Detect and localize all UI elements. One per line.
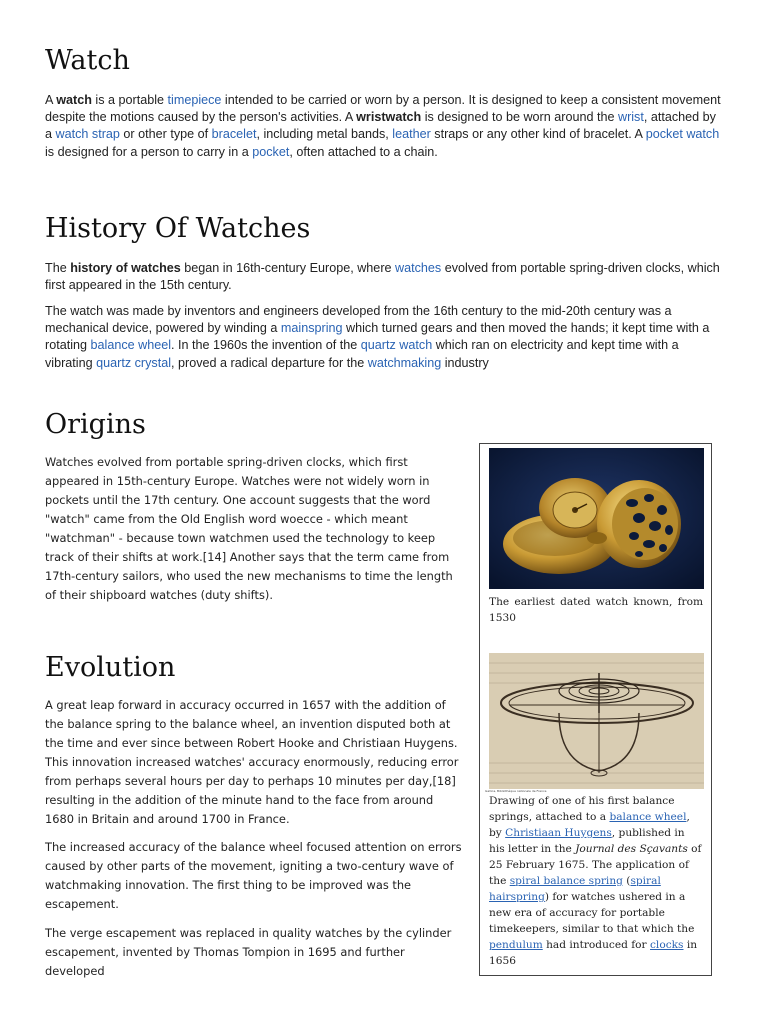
section-heading-evolution: Evolution	[45, 652, 176, 683]
link-watches[interactable]: watches	[395, 261, 442, 275]
figure-sidebar	[479, 443, 712, 976]
history-paragraph-1: The history of watches began in 16th-century Europe, where watches evolved from portable spring-driven clocks, which first appeared in the 15th century.	[45, 261, 720, 293]
caption-link-clocks[interactable]: clocks	[650, 939, 684, 951]
figure-1-caption: The earliest dated watch known, from 1530	[489, 596, 703, 624]
caption-link-spiral-hairspring[interactable]: spiral hairspring	[489, 875, 661, 903]
link-timepiece[interactable]: timepiece	[167, 93, 222, 107]
link-leather[interactable]: leather	[392, 127, 431, 142]
evolution-paragraph-2: The increased accuracy of the balance wheel focused attention on errors caused by other parts of the movement, igniting a two-century wave of watchmaking innovation. The first thing to be improved was the escapement.	[45, 840, 462, 911]
watch-intro-paragraph: A watch is a portable timepiece intended to be carried or worn by a person. It is designed to keep a consistent movement despite the motions caused by the person's activities. A wristwatch is designed to be worn around the wrist, attached by a watch strap or other type of bracelet, including metal bands, leather straps or any other kind of bracelet. A pocket watch is designed for a person to carry in a pocket, often attached to a chain.	[45, 93, 721, 159]
link-pocket-watch[interactable]: pocket watch	[645, 127, 720, 142]
figure-2-caption: Drawing of one of his first balance springs, attached to a balance wheel, by Christiaan Huygens, published in his letter in the Journal des Sçavants of 25 February 1675. The application of the spiral balance spring (spiral hairspring) for watches ushered in a new era of accuracy for portable timekeepers, similar to that which the pendulum had introduced for clocks in 1656	[489, 795, 702, 967]
link-wrist[interactable]: wrist	[617, 110, 644, 125]
link-watch-strap[interactable]: watch strap	[55, 127, 120, 142]
balance-spring-engraving-image	[489, 653, 704, 789]
bold-term-history: history of watches	[70, 261, 181, 275]
link-watchmaking[interactable]: watchmaking	[367, 355, 442, 370]
evolution-paragraph-3: The verge escapement was replaced in quality watches by the cylinder escapement, invented by Thomas Tompion in 1695 and further developed	[45, 926, 452, 978]
link-mainspring[interactable]: mainspring	[280, 321, 343, 336]
section-heading-history: History Of Watches	[45, 213, 311, 244]
bold-term-watch: watch	[56, 93, 92, 107]
huygens-balance-spring-drawing	[489, 653, 704, 789]
page-title: Watch	[45, 45, 130, 76]
link-pocket[interactable]: pocket	[252, 144, 290, 159]
caption-link-christiaan-huygens[interactable]: Christiaan Huygens	[505, 827, 612, 839]
link-balance-wheel[interactable]: balance wheel	[90, 338, 172, 353]
evolution-paragraph-1: A great leap forward in accuracy occurred in 1657 with the addition of the balance spring to the balance wheel, an invention disputed both at the time and ever since between Robert Hooke and Christiaan Huygens. This innovation increased watches' accuracy enormously, reducing error from perhaps several hours per day to perhaps 10 minutes per day,[18] resulting in the addition of the minute hand to the face from around 1680 in Britain and around 1700 in France.	[45, 698, 459, 826]
history-paragraph-2: The watch was made by inventors and engineers developed from the 16th century to the mid-20th century was a mechanical device, powered by winding a mainspring which turned gears and then moved the hands; it kept time with a rotating balance wheel. In the 1960s the invention of the quartz watch which ran on electricity and kept time with a vibrating quartz crystal, proved a radical departure for the watchmaking industry	[45, 304, 710, 370]
link-quartz-watch[interactable]: quartz watch	[360, 338, 433, 353]
gold-pomander-watch-image	[489, 448, 704, 589]
caption-link-balance-wheel[interactable]: balance wheel	[609, 811, 687, 823]
section-heading-origins: Origins	[45, 409, 146, 440]
link-quartz-crystal[interactable]: quartz crystal	[96, 355, 171, 370]
caption-link-pendulum[interactable]: pendulum	[489, 939, 543, 951]
origins-paragraph: Watches evolved from portable spring-driven clocks, which first appeared in 15th-century Europe. Watches were not widely worn in pockets until the 17th century. One account suggests that the word "watch" came from the Old English word woecce - which meant "watchman" - because town watchmen used the technology to keep track of their shifts at work.[14] Another says that the term came from 17th-century sailors, who used the new mechanisms to time the length of their shipboard watches (duty shifts).	[45, 455, 453, 602]
figure-2-credit: Gallica, Bibliothèque nationale de France	[485, 789, 547, 793]
caption-journal-title: Journal des Sçavants	[575, 843, 688, 855]
earliest-watch-photo	[489, 448, 704, 589]
bold-term-wristwatch: wristwatch	[356, 110, 422, 125]
link-bracelet[interactable]: bracelet	[211, 127, 257, 142]
caption-link-spiral-balance-spring[interactable]: spiral balance spring	[509, 875, 623, 887]
